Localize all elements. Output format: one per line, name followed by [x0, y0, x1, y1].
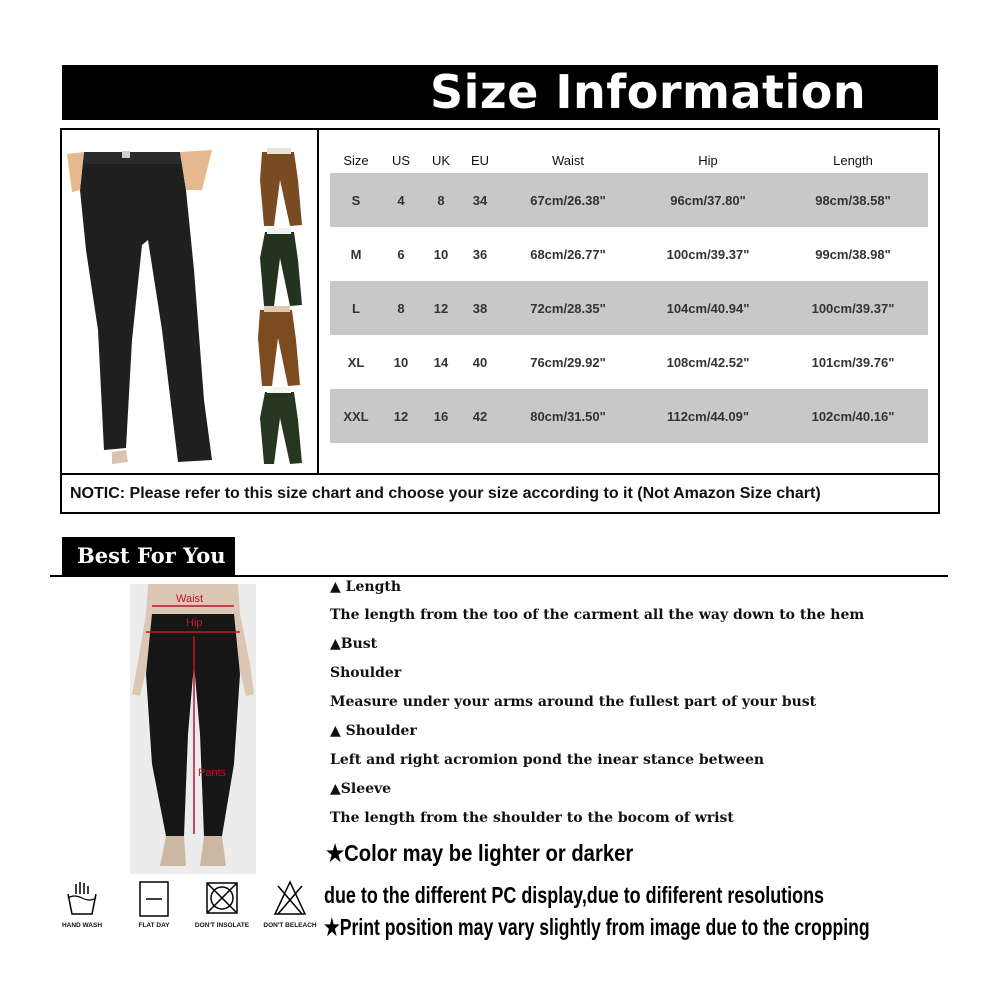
care-hand-wash — [52, 880, 112, 929]
display-note: due to the different PC display,due to dififerent resolutions — [324, 882, 825, 908]
care-label: HAND WASH — [61, 922, 103, 929]
table-cell: 8 — [397, 300, 405, 316]
table-row — [330, 173, 928, 227]
table-cell: 6 — [397, 246, 405, 262]
column-header: Length — [833, 152, 873, 168]
care-do-not-insolate — [192, 880, 252, 929]
best-for-you-tab — [62, 537, 235, 575]
table-cell: 98cm/38.58" — [815, 192, 891, 208]
table-cell: S — [351, 192, 361, 208]
section-divider — [50, 575, 948, 577]
table-cell: 34 — [472, 192, 488, 208]
size-table-header — [330, 145, 928, 175]
table-cell: 100cm/39.37" — [811, 300, 895, 316]
column-header: US — [391, 152, 411, 168]
table-cell: 102cm/40.16" — [811, 408, 895, 424]
guide-shoulder-subheading: Shoulder — [330, 665, 402, 681]
do-not-tumble-dry-icon — [204, 880, 240, 918]
do-not-bleach-icon — [272, 880, 308, 918]
thumb-green-1 — [260, 228, 302, 306]
table-cell: 67cm/26.38" — [530, 192, 606, 208]
thumb-green-2 — [260, 387, 302, 464]
hand-wash-icon — [64, 880, 100, 918]
table-cell: 96cm/37.80" — [670, 192, 746, 208]
table-cell: 72cm/28.35" — [530, 300, 606, 316]
table-cell: XL — [347, 354, 365, 370]
guide-bust-heading: ▲Bust — [330, 636, 378, 652]
table-row — [330, 389, 928, 443]
measurement-figure — [130, 584, 256, 874]
table-cell: M — [350, 246, 362, 262]
table-cell: 68cm/26.77" — [530, 246, 606, 262]
waist-label: Waist — [176, 593, 204, 605]
table-cell: 10 — [433, 246, 449, 262]
table-cell: 16 — [433, 408, 449, 424]
guide-length-text: The length from the too of the carment all the way down to the hem — [330, 607, 865, 623]
title-bar — [62, 65, 938, 120]
table-cell: 8 — [437, 192, 445, 208]
table-cell: 12 — [393, 408, 409, 424]
table-cell: 10 — [393, 354, 409, 370]
table-cell: 4 — [397, 192, 405, 208]
guide-sleeve-text: The length from the shoulder to the bocom of wrist — [330, 810, 734, 826]
table-cell: 100cm/39.37" — [666, 246, 750, 262]
table-cell: 40 — [472, 354, 488, 370]
table-cell: 101cm/39.76" — [811, 354, 895, 370]
column-header: UK — [431, 152, 451, 168]
thumb-brown-2 — [258, 306, 300, 386]
care-label: DON'T INSOLATE — [194, 922, 250, 929]
table-cell: 42 — [472, 408, 488, 424]
table-cell: XXL — [343, 408, 369, 424]
guide-length-heading: ▲ Length — [330, 579, 402, 595]
table-cell: 99cm/38.98" — [815, 246, 891, 262]
column-header: Hip — [698, 152, 718, 168]
table-cell: 76cm/29.92" — [530, 354, 606, 370]
guide-shoulder-heading: ▲ Shoulder — [330, 723, 417, 739]
notice-row — [62, 473, 938, 512]
size-notice: NOTIC: Please refer to this size chart and choose your size according to it (Not Amazon Size chart) — [70, 485, 821, 502]
table-cell: 36 — [472, 246, 488, 262]
table-cell: 104cm/40.94" — [666, 300, 750, 316]
table-row — [330, 281, 928, 335]
thumb-brown-1 — [260, 148, 302, 226]
guide-bust-text: Measure under your arms around the fullest part of your bust — [330, 694, 817, 710]
care-do-not-bleach — [260, 880, 320, 929]
table-cell: 112cm/44.09" — [666, 408, 750, 424]
table-cell: 80cm/31.50" — [530, 408, 606, 424]
table-cell: L — [352, 300, 360, 316]
care-label: FLAT DAY — [138, 922, 170, 929]
column-header: EU — [470, 152, 490, 168]
main-pants-photo — [65, 150, 215, 464]
guide-sleeve-heading: ▲Sleeve — [330, 781, 392, 797]
column-header: Size — [343, 152, 369, 168]
color-note: ★Color may be lighter or darker — [326, 840, 634, 866]
hip-label: Hip — [186, 617, 203, 629]
care-label: DON'T BELEACH — [263, 922, 317, 929]
table-row — [330, 227, 928, 281]
print-position-note: ★Print position may vary slightly from image due to the cropping — [324, 914, 870, 940]
column-header: Waist — [551, 152, 585, 168]
care-flat-dry — [124, 880, 184, 929]
product-photo-collage — [62, 130, 317, 473]
table-cell: 14 — [433, 354, 449, 370]
flat-dry-icon — [136, 880, 172, 918]
table-row — [330, 335, 928, 389]
product-photos — [62, 130, 319, 473]
guide-shoulder-text: Left and right acromion pond the inear stance between — [330, 752, 765, 768]
table-cell: 12 — [433, 300, 449, 316]
page-title: Size Information — [430, 65, 867, 119]
table-cell: 108cm/42.52" — [666, 354, 750, 370]
best-for-you-label: Best For You — [77, 543, 226, 568]
pants-label: Pants — [198, 767, 227, 779]
size-chart-box — [60, 128, 940, 514]
table-cell: 38 — [472, 300, 488, 316]
